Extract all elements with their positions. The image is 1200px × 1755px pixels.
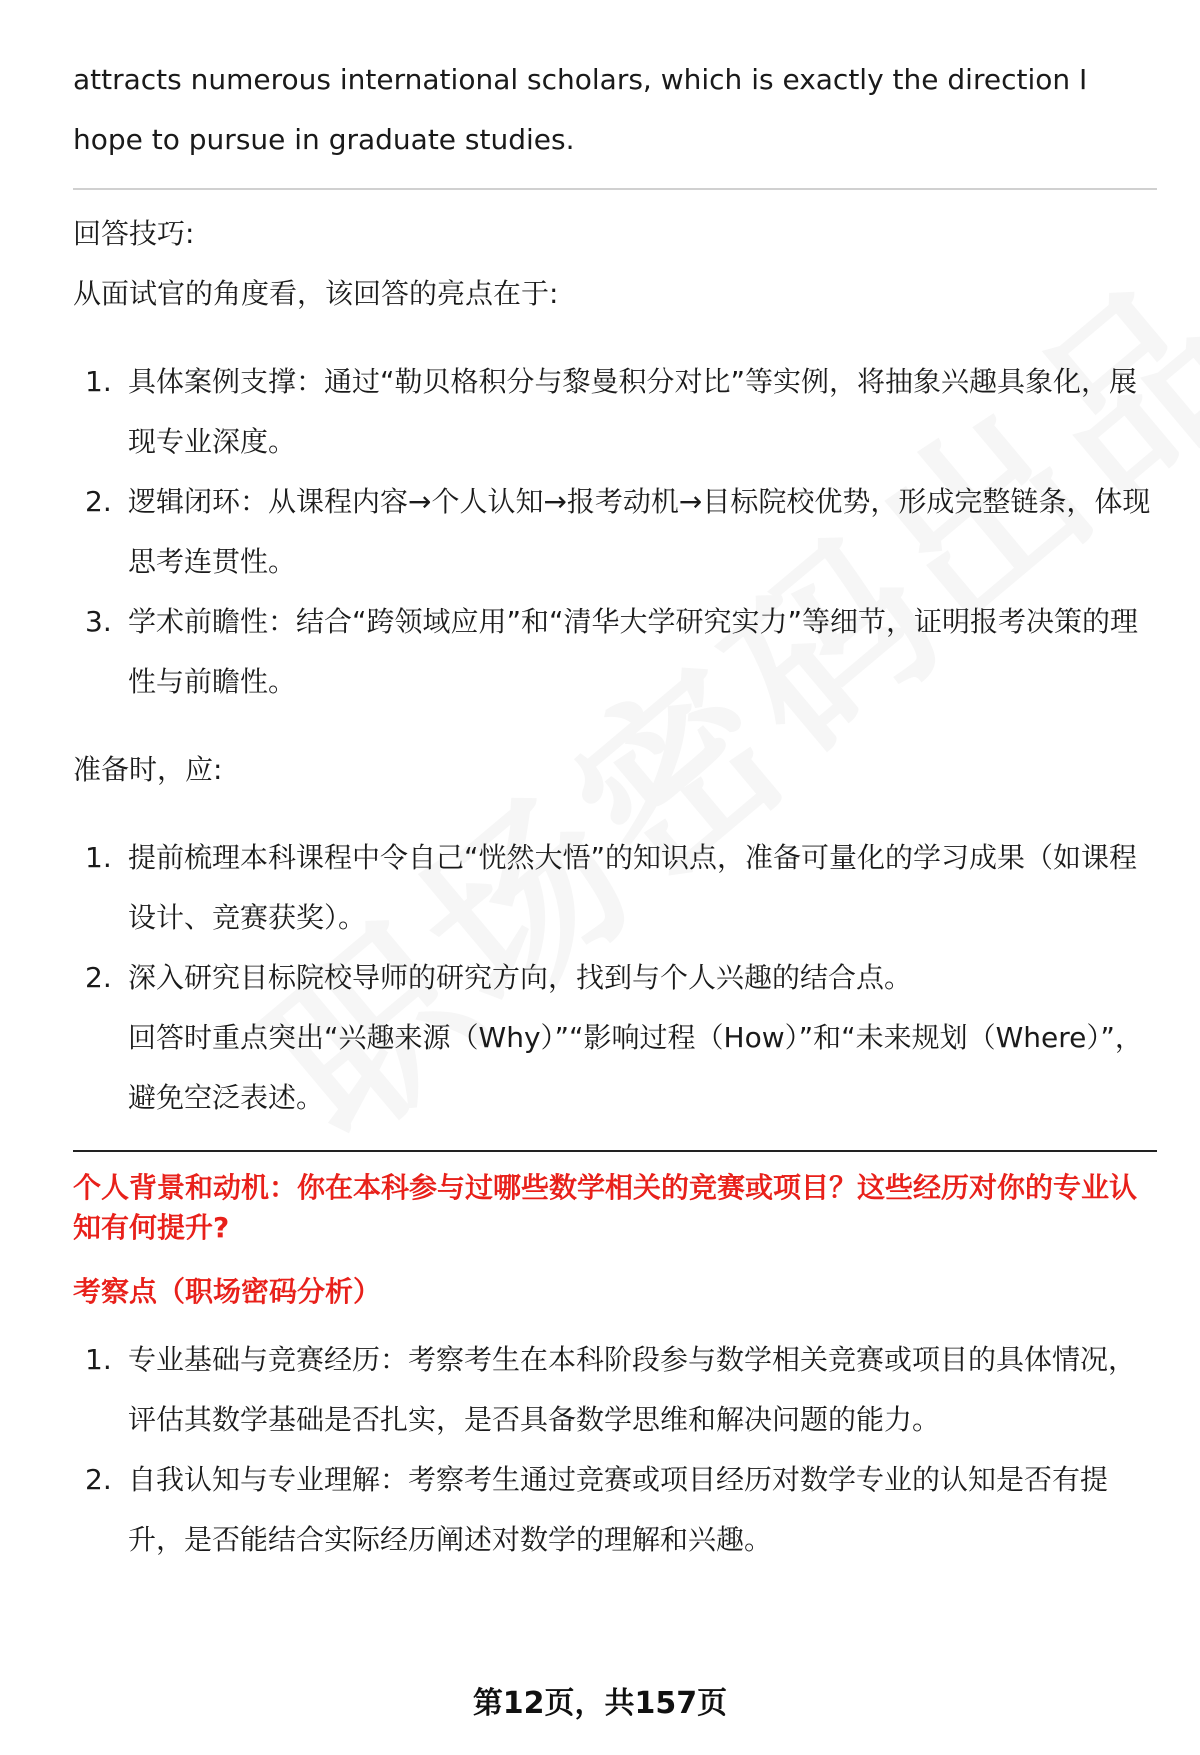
list-item: 2. 自我认知与专业理解：考察考生通过竞赛或项目经历对数学专业的认知是否有提升，是否能结合实际经历阐述对数学的理解和兴趣。 (85, 1463, 1109, 1556)
list-item: 1. 专业基础与竞赛经历：考察考生在本科阶段参与数学相关竞赛或项目的具体情况，评估其数学基础是否扎实，是否具备数学思维和解决问题的能力。 (85, 1343, 1137, 1436)
tips-heading: 回答技巧: (73, 217, 195, 250)
question-title: 个人背景和动机：你在本科参与过哪些数学相关的竞赛或项目？这些经历对你的专业认知有何提升? (73, 1171, 1138, 1244)
prep-list (73, 828, 1157, 1128)
highlights-list (73, 352, 1157, 712)
list-item: 2. 深入研究目标院校导师的研究方向，找到与个人兴趣的结合点。 回答时重点突出“兴趣来源（Why）”“影响过程（How）”和“未来规划（Where）”，避免空泛表述。 (85, 961, 1143, 1114)
question-divider (73, 1150, 1157, 1152)
analysis-heading: 考察点（职场密码分析） (73, 1275, 382, 1308)
prep-continuation: 回答时重点突出“兴趣来源（Why）”“影响过程（How）”和“未来规划（Where）”，避免空泛表述。 (128, 1021, 1143, 1114)
section-divider (73, 188, 1157, 190)
list-item: 1. 具体案例支撑：通过“勒贝格积分与黎曼积分对比”等实例，将抽象兴趣具象化，展现专业深度。 (85, 365, 1138, 458)
tips-lead: 从面试官的角度看，该回答的亮点在于: (73, 277, 559, 310)
page-number: 第12页，共157页 (472, 1686, 728, 1721)
list-item: 1. 提前梳理本科课程中令自己“恍然大悟”的知识点，准备可量化的学习成果（如课程设计、竞赛获奖）。 (85, 841, 1138, 934)
list-item: 3. 学术前瞻性：结合“跨领域应用”和“清华大学研究实力”等细节，证明报考决策的理性与前瞻性。 (85, 605, 1139, 698)
list-item: 2. 逻辑闭环：从课程内容→个人认知→报考动机→目标院校优势，形成完整链条，体现思考连贯性。 (85, 485, 1151, 578)
analysis-list (73, 1330, 1157, 1570)
document-page (73, 0, 1157, 1570)
intro-paragraph: attracts numerous international scholars, which is exactly the direction I hope to pursue in graduate studies. (73, 63, 1088, 156)
prep-heading: 准备时，应: (73, 753, 223, 786)
